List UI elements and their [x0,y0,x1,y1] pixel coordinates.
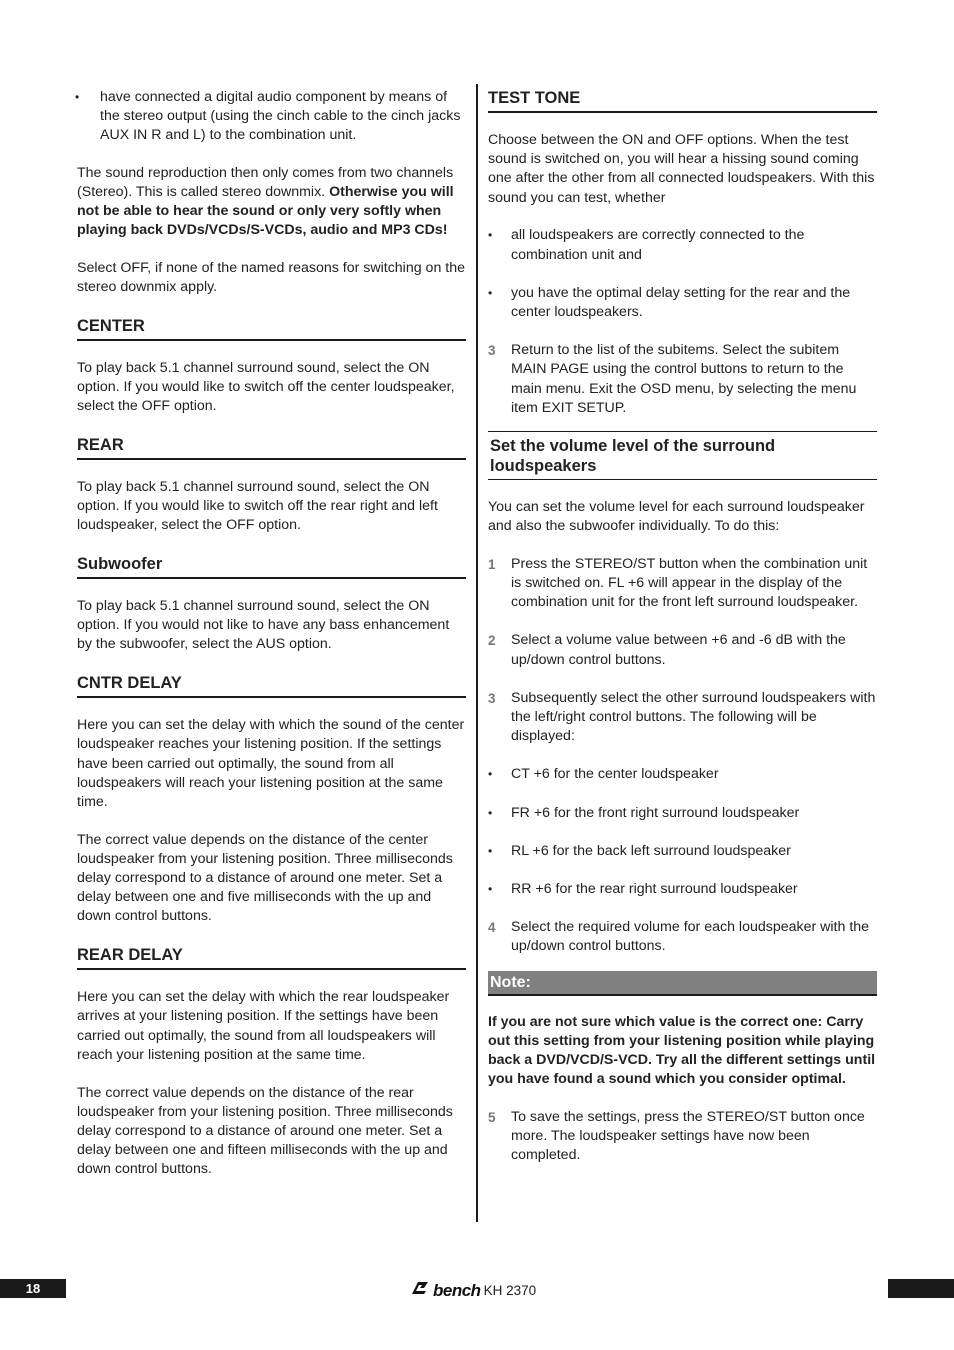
test-bullet-text: you have the optimal delay setting for the rear and the center loudspeakers. [511,284,851,320]
subwoofer-heading: Subwoofer [77,554,466,579]
test-bullet [488,226,877,264]
bullet-mark: • [488,228,493,243]
display-bullet-text: RL +6 for the back left surround loudspeaker [511,842,791,859]
bullet-mark: • [488,843,493,858]
volume-intro: You can set the volume level for each surround loudspeaker and also the subwoofer individually. To do this: [488,498,865,535]
test-tone-heading: TEST TONE [488,88,877,113]
step-number: 4 [488,920,496,936]
test-tone-text: Choose between the ON and OFF options. When the test sound is switched on, you will hear a hissing sound coming one after the other from all connected loudspeakers. With this sound you can test, whether [488,132,875,206]
step-text: Subsequently select the other surround loudspeakers with the left/right control buttons. The following will be displayed: [511,689,876,745]
bullet-mark: • [488,805,493,820]
cntr-delay-heading: CNTR DELAY [77,673,466,698]
volume-heading: Set the volume level of the surround loudspeakers [488,431,877,480]
page-number: 18 [0,1279,66,1298]
step-5 [488,1108,877,1166]
step-text: To save the settings, press the STEREO/ST button once more. The loudspeaker settings have now been completed. [511,1109,865,1164]
step-4 [488,918,877,956]
right-column [488,88,877,1185]
stereo-downmix-text: The sound reproduction then only comes from two channels (Stereo). This is called stereo downmix. [77,164,454,200]
note-text: If you are not sure which value is the correct one: Carry out this setting from your listening position while playing back a DVD/VCD/S-VCD. Try all the different settings until you have found a sound which you consider optimal. [488,1013,876,1088]
footer-right-bar [888,1279,954,1298]
step-2 [488,631,877,669]
subwoofer-text: To play back 5.1 channel surround sound, select the ON option. If you would not like to have any bass enhancement by the subwoofer, select the AUS option. [77,598,450,653]
brand-name: bench [433,1281,481,1301]
rear-heading: REAR [77,435,466,460]
display-bullet [488,842,877,861]
bullet-mark: • [488,882,493,897]
step-3-return [488,341,877,418]
step-number: 3 [488,343,496,359]
intro-bullet-text: have connected a digital audio component by means of the stereo output (using the cinch cable to the cinch jacks AUX IN R and L) to the combination unit. [100,89,461,144]
step-number: 5 [488,1110,496,1125]
rear-delay-paragraph-1: Here you can set the delay with which the rear loudspeaker arrives at your listening position. If the settings have been carried out optimally, the sound from all loudspeakers will reach your listening position at the same time. [77,989,450,1063]
test-bullet [488,284,877,322]
intro-bullet [77,88,466,146]
step-text: Return to the list of the subitems. Select the subitem MAIN PAGE using the control buttons to return to the main menu. Exit the OSD menu, by selecting the menu item EXIT SETUP. [511,342,857,416]
select-off-paragraph: Select OFF, if none of the named reasons for switching on the stereo downmix apply. [77,259,466,296]
step-number: 2 [488,633,496,649]
left-column [77,88,466,1198]
rear-delay-paragraph-2: The correct value depends on the distance of the rear loudspeaker from your listening position. Three milliseconds delay correspond to a distance of around one meter. Set a delay between one and fifteen milliseconds with the up and down control buttons. [77,1084,453,1178]
step-number: 3 [488,690,496,706]
stereo-downmix-warning: Otherwise you will not be able to hear the sound or only very softly when playing back DVDs/VCDs/S-VCDs, audio and MP3 CDs! [77,183,454,239]
center-text: To play back 5.1 channel surround sound, select the ON option. If you would like to switch off the center loudspeaker, select the OFF option. [77,359,455,415]
model-number: KH 2370 [483,1283,537,1299]
center-heading: CENTER [77,316,466,341]
rear-text: To play back 5.1 channel surround sound, select the ON option. If you would like to switch off the rear right and left loudspeaker, select the OFF option. [77,478,438,534]
cntr-delay-paragraph-1: Here you can set the delay with which the sound of the center loudspeaker reaches your listening position. If the settings have been carried out optimally, the sound from all loudspeakers will reach your listening position at the same time. [77,717,465,810]
bullet-mark: • [488,285,493,300]
display-bullet-text: RR +6 for the rear right surround loudspeaker [511,881,798,898]
step-3-select [488,689,877,747]
display-bullet [488,804,877,823]
step-text: Select the required volume for each loudspeaker with the up/down control buttons. [511,919,870,955]
step-text: Press the STEREO/ST button when the combination unit is switched on. FL +6 will appear in the display of the combination unit for the front left surround loudspeaker. [511,555,868,611]
display-bullet [488,765,877,784]
cntr-delay-paragraph-2: The correct value depends on the distance of the center loudspeaker from your listening position. Three milliseconds delay correspond to a distance of around one meter. Set a delay between one and five milliseconds with the up and down control buttons. [77,831,453,925]
test-bullet-text: all loudspeakers are correctly connected to the combination unit and [511,227,805,263]
stereo-downmix-paragraph [77,164,466,241]
bullet-mark: • [75,90,80,104]
display-bullet-text: CT +6 for the center loudspeaker [511,766,719,783]
display-bullet-text: FR +6 for the front right surround loudspeaker [511,804,800,821]
rear-delay-heading: REAR DELAY [77,945,466,970]
step-number: 1 [488,556,496,572]
bench-logo-icon [410,1280,430,1302]
display-bullet [488,880,877,899]
step-1 [488,555,877,613]
bullet-mark: • [488,767,493,782]
note-label: Note: [488,971,877,996]
footer-brand [410,1281,536,1301]
step-text: Select a volume value between +6 and -6 dB with the up/down control buttons. [511,632,846,668]
column-divider [476,84,478,1222]
